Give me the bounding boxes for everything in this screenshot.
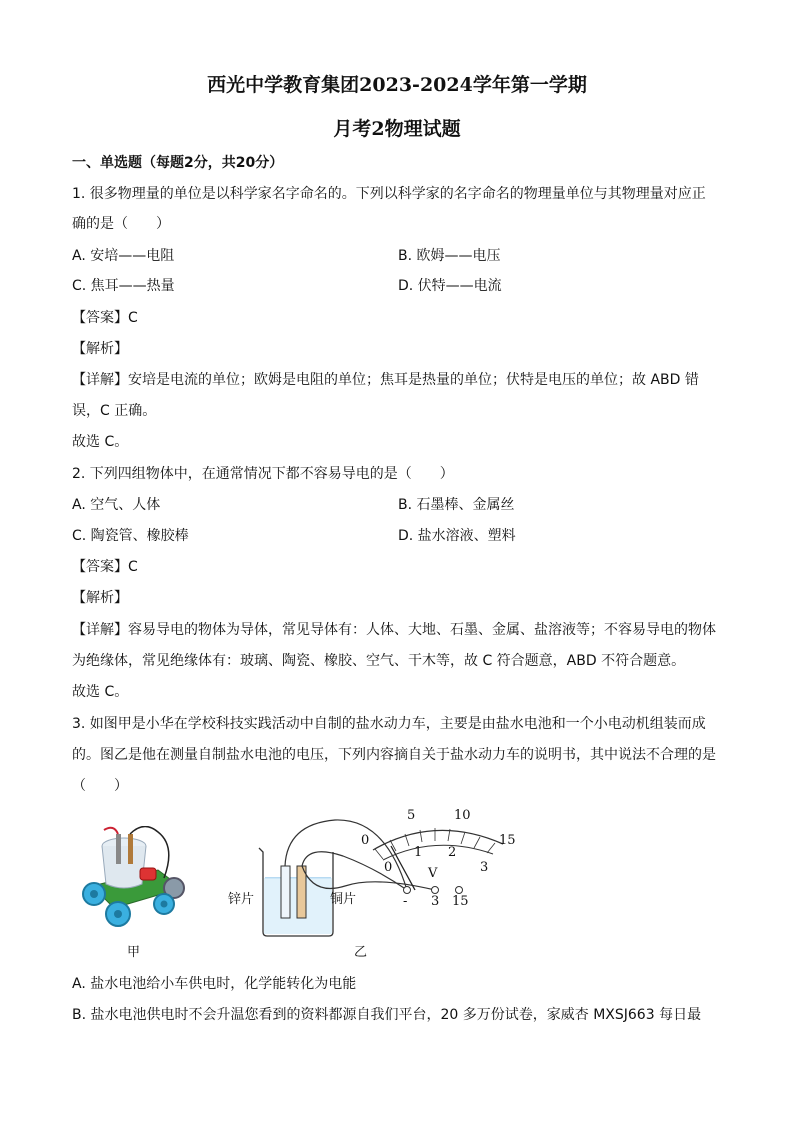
q1-option-a: A. 安培——电阻 [72, 248, 175, 264]
q2-option-b: B. 石墨棒、金属丝 [398, 497, 515, 513]
q1-conclusion: 故选 C。 [72, 434, 129, 450]
meter-symbol: V [428, 866, 438, 881]
q1-answer: 【答案】C [72, 310, 138, 326]
q1-detail-line1: 【详解】安培是电流的单位；欧姆是电阻的单位；焦耳是热量的单位；伏特是电压的单位；故 ABD 错 [72, 372, 699, 388]
meter-top-tick-10: 10 [454, 808, 471, 823]
saltwater-car-figure [74, 826, 194, 936]
q1-analysis-label: 【解析】 [72, 341, 128, 357]
figure-a-label: 甲 [127, 945, 141, 960]
terminal-3-label: 3 [431, 894, 440, 909]
q2-detail-line2: 为绝缘体，常见绝缘体有：玻璃、陶瓷、橡胶、空气、干木等，故 C 符合题意，ABD 不符合题意。 [72, 653, 686, 669]
q2-option-d: D. 盐水溶液、塑料 [398, 528, 516, 544]
meter-bottom-tick-2: 2 [448, 845, 457, 860]
meter-top-tick-5: 5 [407, 808, 416, 823]
zinc-label: 锌片 [228, 892, 255, 907]
q3-option-b: B. 盐水电池供电时不会升温您看到的资料都源自我们平台，20 多万份试卷，家威杏 MXSJ663 每日最 [72, 1007, 702, 1023]
q1-stem-line1: 1. 很多物理量的单位是以科学家名字命名的。下列以科学家的名字命名的物理量单位与其物理量对应正 [72, 186, 706, 202]
terminal-minus-label: - [403, 894, 408, 909]
q3-stem-line1: 3. 如图甲是小华在学校科技实践活动中自制的盐水动力车，主要是由盐水电池和一个小电动机组装而成 [72, 716, 706, 732]
terminal-15-label: 15 [452, 894, 469, 909]
zinc-plate [281, 866, 290, 918]
q1-option-b: B. 欧姆——电压 [398, 248, 501, 264]
figure-b-label: 乙 [354, 945, 368, 960]
q2-detail-line1: 【详解】容易导电的物体为导体，常见导体有：人体、大地、石墨、金属、盐溶液等；不容易导电的物体 [72, 622, 716, 638]
q1-detail-line2: 误，C 正确。 [72, 403, 157, 419]
meter-bottom-tick-0: 0 [384, 860, 393, 875]
q1-stem-line2: 确的是（ ） [72, 216, 170, 232]
copper-plate [297, 866, 306, 918]
q1-option-c: C. 焦耳——热量 [72, 278, 175, 294]
meter-top-tick-15: 15 [499, 833, 516, 848]
meter-bottom-tick-1: 1 [414, 845, 423, 860]
q3-option-a: A. 盐水电池给小车供电时，化学能转化为电能 [72, 976, 357, 992]
copper-label: 铜片 [330, 892, 357, 907]
page-title-line2: 月考2物理试题 [333, 118, 461, 140]
section-heading: 一、单选题（每题2分，共20分） [72, 155, 284, 171]
q2-option-a: A. 空气、人体 [72, 497, 161, 513]
meter-top-tick-0: 0 [361, 833, 370, 848]
page-title-line1: 西光中学教育集团2023-2024学年第一学期 [207, 74, 587, 96]
q2-option-c: C. 陶瓷管、橡胶棒 [72, 528, 189, 544]
q2-analysis-label: 【解析】 [72, 590, 128, 606]
meter-bottom-tick-3: 3 [480, 860, 489, 875]
q2-conclusion: 故选 C。 [72, 684, 129, 700]
q2-answer: 【答案】C [72, 559, 138, 575]
q1-option-d: D. 伏特——电流 [398, 278, 502, 294]
q2-stem: 2. 下列四组物体中，在通常情况下都不容易导电的是（ ） [72, 466, 454, 482]
q3-stem-line2: 的。图乙是他在测量自制盐水电池的电压，下列内容摘自关于盐水动力车的说明书，其中说法不合理的是 [72, 747, 716, 763]
q3-stem-line3: （ ） [72, 778, 128, 794]
